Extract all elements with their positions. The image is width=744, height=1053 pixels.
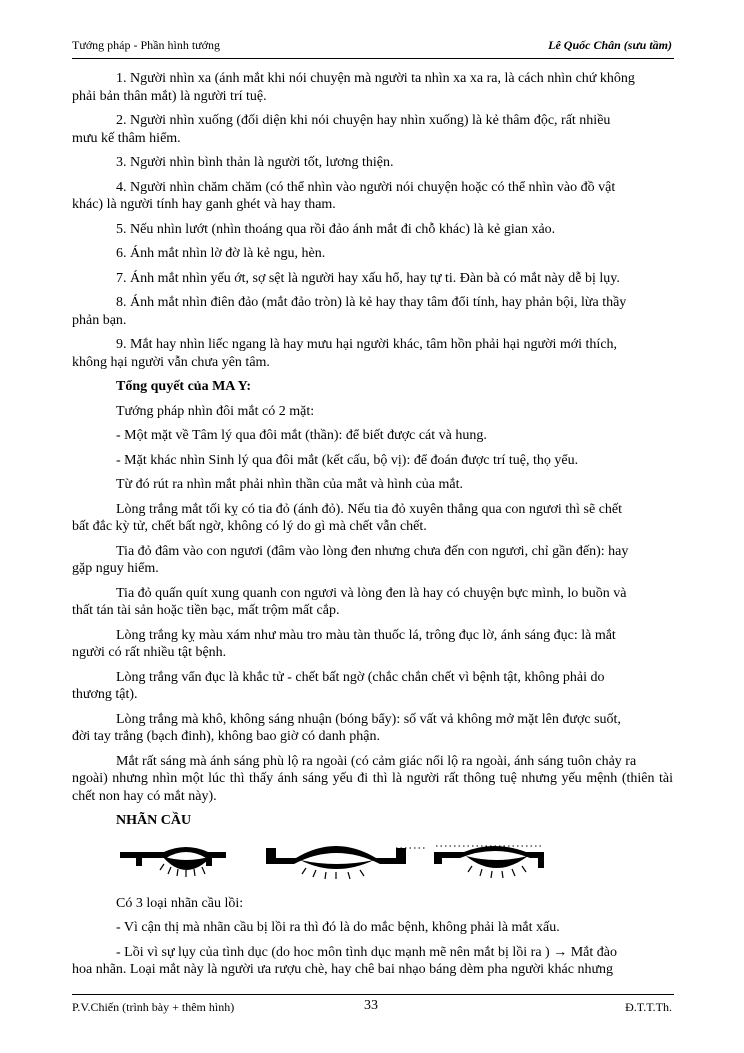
body-line: - Mặt khác nhìn Sinh lý qua đôi mắt (kết cấu, bộ vị): để đoán được trí tuệ, thọ yểu. xyxy=(116,452,579,468)
paragraph-continuation: phải bản thân mắt) là người trí tuệ. xyxy=(72,88,267,104)
paragraph-continuation: phản bạn. xyxy=(72,312,127,328)
paragraph-continuation: gặp nguy hiểm. xyxy=(72,561,159,576)
paragraph xyxy=(72,179,673,214)
body-line: - Vì cận thị mà nhãn cầu bị lồi ra thì đó là do mắc bệnh, không phải là mắt xấu. xyxy=(116,920,560,935)
page-footer xyxy=(72,1000,672,1016)
paragraph xyxy=(72,294,673,329)
eye-illustration-2 xyxy=(266,846,426,879)
paragraph-first-line: Mắt rất sáng mà ánh sáng phù lộ ra ngoài (có cảm giác nổi lộ ra ngoài, ánh sáng tuôn chảy ra xyxy=(116,753,637,769)
paragraph-continuation: thương tật). xyxy=(72,687,138,702)
paragraph-first-line: Tia đỏ quấn quít xung quanh con ngươi và lòng đen là hay có chuyện bực mình, lo buồn và xyxy=(116,585,627,601)
paragraph-continuation: bất đắc kỳ tử, chết bất ngờ, không có lý do gì mà chết vẫn chết. xyxy=(72,519,427,534)
paragraph-continuation: đời tay trắng (bạch đinh), không bao giờ có danh phận. xyxy=(72,729,380,744)
paragraph-first-line: Tia đỏ đâm vào con ngươi (đâm vào lòng đen nhưng chưa đến con ngươi, chỉ gần đến): hay xyxy=(116,543,629,559)
header-rule xyxy=(72,58,674,59)
eye-illustration-1 xyxy=(120,847,226,877)
paragraph-continuation: hoa nhãn. Loại mắt này là người ưa rượu chè, hay chê bai nhạo báng dèm pha người khác nhưng xyxy=(72,962,614,977)
paragraph xyxy=(72,585,673,620)
paragraph-continuation: khác) là người tính hay ganh ghét và hay tham. xyxy=(72,197,336,212)
paragraph xyxy=(72,627,673,662)
paragraph xyxy=(116,221,673,239)
paragraph-continuation: người có rất nhiều tật bệnh. xyxy=(72,645,227,660)
eye-illustrations xyxy=(116,834,556,892)
page-number: 33 xyxy=(364,998,378,1013)
paragraph xyxy=(72,669,673,704)
paragraph xyxy=(72,711,673,746)
footer-credit: P.V.Chiến (trình bày + thêm hình) xyxy=(72,1000,235,1014)
body-line: Từ đó rút ra nhìn mắt phải nhìn thần của mắt và hình của mắt. xyxy=(116,477,463,492)
paragraph-first-line: 4. Người nhìn chăm chăm (có thể nhìn vào người nói chuyện hoặc có thể nhìn vào đồ vật xyxy=(116,179,616,195)
footer-rule xyxy=(72,994,674,995)
body-line: Có 3 loại nhãn cầu lồi: xyxy=(116,895,244,911)
section-heading-tong-quyet: Tổng quyết của MA Y: xyxy=(116,379,252,394)
paragraph-first-line: 2. Người nhìn xuống (đối diện khi nói chuyện hay nhìn xuống) là kẻ thâm độc, rất nhiều xyxy=(116,113,611,128)
paragraph xyxy=(116,245,673,263)
body-line: Tướng pháp nhìn đôi mắt có 2 mặt: xyxy=(116,403,315,419)
paragraph-first-line: 7. Ánh mắt nhìn yếu ớt, sợ sệt là người hay xấu hổ, hay tự ti. Đàn bà có mắt này dễ bị lụy. xyxy=(116,270,620,286)
paragraph-continuation: mưu kế thâm hiểm. xyxy=(72,130,181,146)
footer-initials: Đ.T.T.Th. xyxy=(625,1000,672,1014)
paragraph-continuation: không hại người vẫn chưa yên tâm. xyxy=(72,354,270,370)
paragraph xyxy=(116,154,673,172)
paragraph xyxy=(72,753,673,806)
paragraph-continuation: thất tán tài sản hoặc tiền bạc, mất trộm mất cắp. xyxy=(72,603,340,618)
body-line: - Một mặt về Tâm lý qua đôi mắt (thần): để biết được cát và hung. xyxy=(116,428,487,443)
page-header xyxy=(72,38,672,54)
paragraph-continuation: ngoài) nhưng nhìn một lúc thì thấy ánh sáng yếu đi thì là người rất thông tuệ nhưng yếu mệnh (thiên tài chết non hay có mắt này). xyxy=(72,771,673,804)
paragraph xyxy=(72,501,673,536)
paragraph xyxy=(72,336,673,371)
paragraph xyxy=(72,70,673,105)
protruding-eye-figure xyxy=(116,834,556,892)
header-title: Tướng pháp - Phần hình tướng xyxy=(72,38,221,52)
paragraph-first-line: 8. Ánh mắt nhìn điên đảo (mắt đảo tròn) là kẻ hay thay tâm đổi tính, hay phản bội, lừa thầy xyxy=(116,295,627,310)
header-author: Lê Quốc Chân (sưu tầm) xyxy=(548,38,672,52)
paragraph xyxy=(72,944,673,979)
paragraph-first-line: Lòng trắng mà khô, không sáng nhuận (bóng bẩy): số vất vả không mở mặt lên được suốt, xyxy=(116,711,621,727)
paragraph-first-line: 9. Mắt hay nhìn liếc ngang là hay mưu hại người khác, tâm hồn phải hại người mới thích, xyxy=(116,337,618,352)
paragraph-first-line: 3. Người nhìn bình thản là người tốt, lương thiện. xyxy=(116,155,394,170)
paragraph-first-line: 1. Người nhìn xa (ánh mắt khi nói chuyện mà người ta nhìn xa xa ra, là cách nhìn chứ không xyxy=(116,71,635,86)
paragraph xyxy=(72,543,673,578)
paragraph-first-line: 5. Nếu nhìn lướt (nhìn thoáng qua rồi đảo ánh mắt đi chỗ khác) là kẻ gian xảo. xyxy=(116,221,556,237)
paragraph-first-line: Lòng trắng mắt tối kỵ có tia đỏ (ánh đỏ). Nếu tia đỏ xuyên thẳng qua con ngươi thì sẽ chết xyxy=(116,501,623,517)
eye-illustration-3 xyxy=(434,846,544,878)
paragraph-first-line: Lòng trắng vẩn đục là khắc tử - chết bất ngờ (chắc chắn chết vì bệnh tật, không phải do xyxy=(116,669,605,685)
paragraph-first-line: - Lồi vì sự lụy của tình dục (do hoc môn tình dục mạnh mẽ nên mắt bị lồi ra ) → Mắt đào xyxy=(116,944,617,960)
paragraph-first-line: Lòng trắng kỵ màu xám như màu tro màu tàn thuốc lá, trông đục lờ, ánh sáng đục: là mắt xyxy=(116,627,616,643)
paragraph xyxy=(72,112,673,147)
paragraph-first-line: 6. Ánh mắt nhìn lờ đờ là kẻ ngu, hèn. xyxy=(116,246,326,261)
section-heading-nhan-cau: NHÃN CẦU xyxy=(116,813,192,828)
paragraph xyxy=(116,270,673,288)
